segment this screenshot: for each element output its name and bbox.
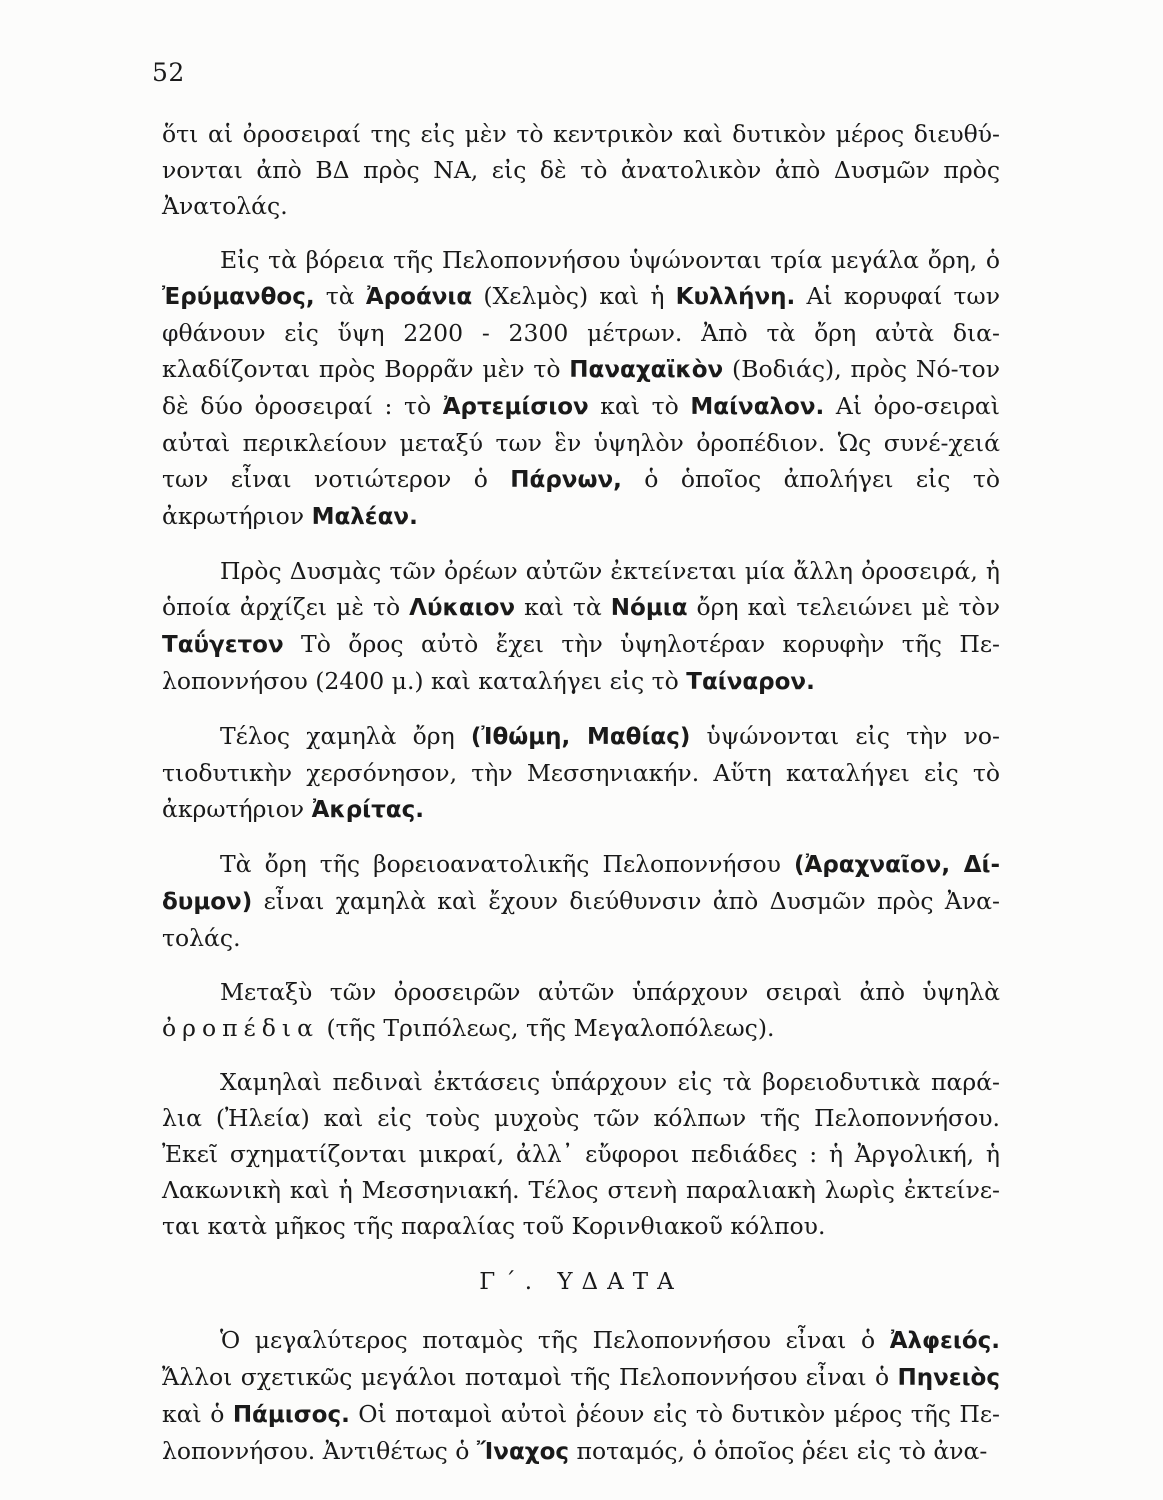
bold-term: Παναχαϊκὸν	[569, 357, 724, 383]
text-run: Τέλος χαμηλὰ ὄρη	[220, 722, 471, 750]
text-run: Πρὸς Δυσμὰς τῶν ὀρέων αὐτῶν ἐκτείνεται μία ἄλλη ὀροσειρά, ἡ ὁποία ἀρχίζει μὲ τὸ	[162, 557, 1000, 621]
text-run: Μεταξὺ τῶν ὀροσειρῶν αὐτῶν ὑπάρχουν σειραὶ ἀπὸ ὑψηλὰ	[220, 978, 1000, 1006]
bold-term: Λύκαιον	[409, 595, 516, 621]
text-run: Εἰς τὰ βόρεια τῆς Πελοποννήσου ὑψώνονται τρία μεγάλα ὄρη, ὁ	[220, 246, 1000, 274]
text-run: Τὸ ὄρος αὐτὸ ἔχει τὴν ὑψηλοτέραν κορυφὴν τῆς Πε-λοποννήσου (2400 μ.) καὶ καταλήγει εἰς τὸ	[162, 630, 1000, 695]
bold-term: Ἀροάνια	[365, 284, 473, 310]
bold-term: Νόμια	[610, 595, 688, 621]
bold-term: Ἐρύμανθος,	[162, 284, 315, 310]
text-run: καὶ τὸ	[588, 392, 691, 420]
text-run: εἶναι χαμηλὰ καὶ ἔχουν διεύθυνσιν ἀπὸ Δυσμῶν πρὸς Ἀνα-τολάς.	[162, 887, 1000, 952]
text-run: Ὁ μεγαλύτερος ποταμὸς τῆς Πελοποννήσου εἶναι ὁ	[220, 1326, 890, 1354]
text-run: ὄρη καὶ τελειώνει μὲ τὸν	[687, 593, 1000, 621]
bold-term: Ταίναρον.	[686, 669, 815, 695]
bold-term: Ἀκρίτας.	[311, 797, 424, 823]
bold-term: Ἴναχος	[476, 1439, 570, 1465]
text-run: Αἱ ὀρο-σειραὶ αὐταὶ περικλείουν μεταξύ των ἓν ὑψηλὸν ὀροπέδιον. Ὡς συνέ-χειά των εἶναι νοτιώτερον ὁ	[162, 392, 1000, 493]
text-run: ὁ ὁποῖος ἀπολήγει εἰς τὸ ἀκρωτήριον	[162, 465, 1000, 530]
text-run: (Βοδιάς), πρὸς Νό-τον δὲ δύο ὀροσειραί : τὸ	[162, 355, 1000, 420]
page-number: 52	[152, 58, 185, 87]
bold-term: Μαλέαν.	[311, 504, 418, 530]
bold-term: Πηνειὸς	[897, 1365, 1000, 1391]
text-run: (Χελμὸς) καὶ ἡ	[472, 282, 676, 310]
body-text	[162, 116, 1000, 1488]
paragraph-group	[162, 116, 1000, 1244]
paragraph-group	[162, 1322, 1000, 1470]
bold-term: (Ἰθώμη, Μαθίας)	[470, 724, 691, 750]
paragraph	[162, 116, 1000, 224]
spaced-term: ὀροπέδια	[162, 1014, 319, 1042]
section-heading: Γ΄. ΥΔΑΤΑ	[479, 1269, 683, 1295]
text-run: καὶ ὁ	[162, 1400, 233, 1428]
bold-term: Ταΰγετον	[162, 632, 284, 658]
text-run: ὅτι αἱ ὀροσειραί της εἰς μὲν τὸ κεντρικὸν καὶ δυτικὸν μέρος διευθύ-νονται ἀπὸ ΒΔ πρὸς ΝΑ, εἰς δὲ τὸ ἀνατολικὸν ἀπὸ Δυσμῶν πρὸς Ἀνατολάς.	[162, 120, 1000, 220]
paragraph	[162, 718, 1000, 828]
text-run: Αἱ κορυφαί των φθάνουν εἰς ὕψη 2200 - 2300 μέτρων. Ἀπὸ τὰ ὄρη αὐτὰ δια-κλαδίζονται πρὸς Βορρᾶν μὲν τὸ	[162, 282, 1001, 383]
text-run: Οἱ ποταμοὶ αὐτοὶ ῥέουν εἰς τὸ δυτικὸν μέρος τῆς Πε-λοποννήσου. Ἀντιθέτως ὁ	[162, 1400, 1000, 1465]
text-run: (τῆς Τριπόλεως, τῆς Μεγαλοπόλεως).	[318, 1014, 775, 1042]
bold-term: Κυλλήνη.	[675, 284, 796, 310]
bold-term: Ἀλφειός.	[889, 1328, 1000, 1354]
bold-term: Πάμισος.	[232, 1402, 350, 1428]
bold-term: Μαίναλον.	[690, 394, 825, 420]
paragraph	[162, 974, 1000, 1046]
text-run: ὑψώνονται εἰς τὴν νο-τιοδυτικὴν χερσόνησον, τὴν Μεσσηνιακήν. Αὕτη καταλήγει εἰς τὸ ἀκρωτήριον	[162, 722, 1000, 823]
text-run: τὰ	[314, 282, 366, 310]
bold-term: Ἀρτεμίσιον	[442, 394, 589, 420]
text-run: ποταμός, ὁ ὁποῖος ῥέει εἰς τὸ ἀνα-	[569, 1437, 988, 1465]
text-run: καὶ τὰ	[515, 593, 611, 621]
paragraph	[162, 242, 1000, 535]
paragraph	[162, 553, 1000, 700]
bold-term: (Ἀραχναῖον, Δί-δυμον)	[162, 852, 1000, 915]
paragraph	[162, 1322, 1000, 1470]
paragraph	[162, 1064, 1000, 1244]
bold-term: Πάρνων,	[510, 467, 622, 493]
text-run: Χαμηλαὶ πεδιναὶ ἐκτάσεις ὑπάρχουν εἰς τὰ βορειοδυτικὰ παρά-λια (Ἠλεία) καὶ εἰς τοὺς μυχοὺς τῶν κόλπων τῆς Πελοποννήσου. Ἐκεῖ σχηματίζονται μικραί, ἀλλ᾽ εὔφοροι πεδιάδες : ἡ Ἀργολική, ἡ Λακωνικὴ καὶ ἡ Μεσσηνιακή. Τέλος στενὴ παραλιακὴ λωρὶς ἐκτείνε-ται κατὰ μῆκος τῆς παραλίας τοῦ Κορινθιακοῦ κόλπου.	[162, 1068, 1000, 1240]
text-run: Ἄλλοι σχετικῶς μεγάλοι ποταμοὶ τῆς Πελοποννήσου εἶναι ὁ	[162, 1363, 898, 1391]
text-run: Τὰ ὄρη τῆς βορειοανατολικῆς Πελοποννήσου	[220, 850, 795, 878]
paragraph	[162, 846, 1000, 956]
